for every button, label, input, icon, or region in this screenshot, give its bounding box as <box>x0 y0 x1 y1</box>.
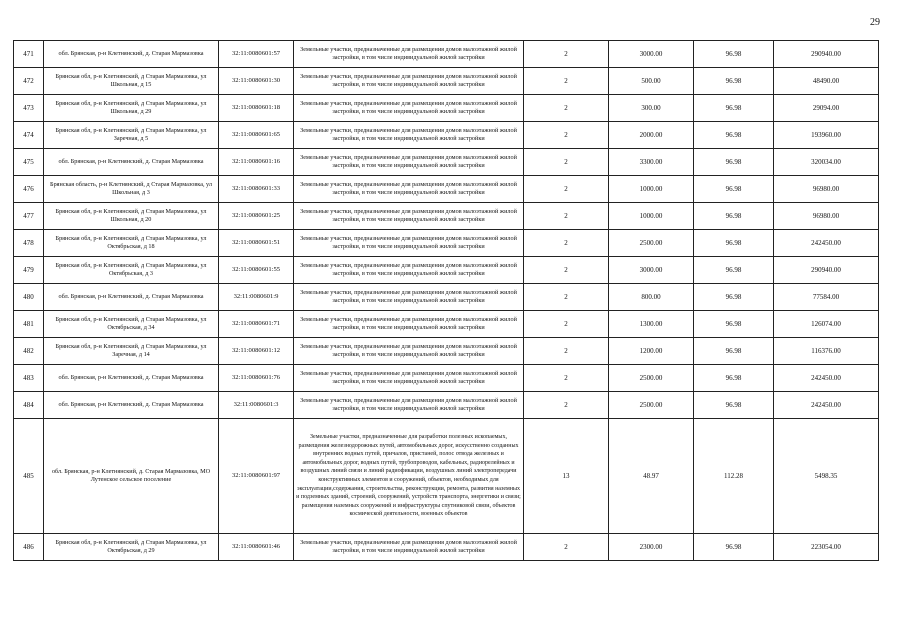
row-number: 482 <box>14 338 44 365</box>
land-registry-table <box>13 40 879 561</box>
row-number: 485 <box>14 419 44 534</box>
rate-cell: 96.98 <box>694 149 774 176</box>
cadastral-value-cell: 48490.00 <box>774 68 879 95</box>
category-cell: 2 <box>524 284 609 311</box>
rate-cell: 96.98 <box>694 230 774 257</box>
cadastral-value-cell: 126074.00 <box>774 311 879 338</box>
cadastral-value-cell: 96980.00 <box>774 176 879 203</box>
rate-cell: 96.98 <box>694 311 774 338</box>
address-cell: обл. Брянская, р-н Клетнянский, д. Старая Мармазовка <box>44 149 219 176</box>
category-cell: 2 <box>524 230 609 257</box>
address-cell: Брянская обл, р-н Клетнянский, д Старая Мармазовка, ул Заречная, д 14 <box>44 338 219 365</box>
cadastral-value-cell: 320034.00 <box>774 149 879 176</box>
cadastral-value-cell: 29094.00 <box>774 95 879 122</box>
table-row <box>14 257 879 284</box>
cadastral-number-cell: 32:11:0080601:16 <box>219 149 294 176</box>
area-cell: 3000.00 <box>609 41 694 68</box>
rate-cell: 96.98 <box>694 365 774 392</box>
registry-body <box>14 41 879 561</box>
row-number: 484 <box>14 392 44 419</box>
cadastral-number-cell: 32:11:0080601:33 <box>219 176 294 203</box>
row-number: 477 <box>14 203 44 230</box>
address-cell: обл. Брянская, р-н Клетнянский, д. Старая Мармазовка <box>44 41 219 68</box>
rate-cell: 96.98 <box>694 534 774 561</box>
permitted-use-cell: Земельные участки, предназначенные для размещения домов малоэтажной жилой застройки, в том числе индивидуальной жилой застройки <box>294 392 524 419</box>
permitted-use-cell: Земельные участки, предназначенные для размещения домов малоэтажной жилой застройки, в том числе индивидуальной жилой застройки <box>294 365 524 392</box>
address-cell: обл. Брянская, р-н Клетнянский, д. Старая Мармазовка, МО Лутенское сельское поселение <box>44 419 219 534</box>
table-row <box>14 311 879 338</box>
table-row <box>14 365 879 392</box>
row-number: 471 <box>14 41 44 68</box>
row-number: 476 <box>14 176 44 203</box>
cadastral-number-cell: 32:11:0080601:3 <box>219 392 294 419</box>
area-cell: 48.97 <box>609 419 694 534</box>
category-cell: 2 <box>524 365 609 392</box>
cadastral-number-cell: 32:11:0080601:65 <box>219 122 294 149</box>
permitted-use-cell: Земельные участки, предназначенные для разработки полезных ископаемых, размещения железнодорожных путей, автомобильных дорог, искусственно созданных внутренних водных путей, причалов, пристаней, полос отвода железных и автомобильных дорог, водных путей, трубопроводов, кабельных, радиорелейных и воздушных линий связи и линий радиофикации, воздушных линий электропередачи конструктивных элементов и сооружений, объектов, необходимых для эксплуатации,содержания, строительства, реконструкции, ремонта, развития наземных и подземных зданий, строений, сооружений, устройств транспорта, энергетики и связи; размещения наземных сооружений и инфраструктуры спутниковой связи, объектов космической деятельности, военных объектов <box>294 419 524 534</box>
rate-cell: 112.28 <box>694 419 774 534</box>
permitted-use-cell: Земельные участки, предназначенные для размещения домов малоэтажной жилой застройки, в том числе индивидуальной жилой застройки <box>294 230 524 257</box>
area-cell: 300.00 <box>609 95 694 122</box>
table-row <box>14 284 879 311</box>
table-row <box>14 392 879 419</box>
category-cell: 2 <box>524 149 609 176</box>
cadastral-value-cell: 242450.00 <box>774 392 879 419</box>
address-cell: обл. Брянская, р-н Клетнянский, д. Старая Мармазовка <box>44 284 219 311</box>
table-row <box>14 534 879 561</box>
category-cell: 2 <box>524 392 609 419</box>
category-cell: 2 <box>524 338 609 365</box>
area-cell: 2300.00 <box>609 534 694 561</box>
address-cell: Брянская обл, р-н Клетнянский, д Старая Мармазовка, ул Октябрьская, д 29 <box>44 534 219 561</box>
category-cell: 2 <box>524 311 609 338</box>
table-row <box>14 149 879 176</box>
rate-cell: 96.98 <box>694 284 774 311</box>
cadastral-number-cell: 32:11:0080601:25 <box>219 203 294 230</box>
permitted-use-cell: Земельные участки, предназначенные для размещения домов малоэтажной жилой застройки, в том числе индивидуальной жилой застройки <box>294 311 524 338</box>
rate-cell: 96.98 <box>694 176 774 203</box>
rate-cell: 96.98 <box>694 41 774 68</box>
cadastral-number-cell: 32:11:0080601:57 <box>219 41 294 68</box>
cadastral-number-cell: 32:11:0080601:97 <box>219 419 294 534</box>
area-cell: 1000.00 <box>609 203 694 230</box>
rate-cell: 96.98 <box>694 203 774 230</box>
category-cell: 2 <box>524 95 609 122</box>
address-cell: Брянская обл, р-н Клетнянский, д Старая Мармазовка, ул Школьная, д 20 <box>44 203 219 230</box>
table-row <box>14 419 879 534</box>
permitted-use-cell: Земельные участки, предназначенные для размещения домов малоэтажной жилой застройки, в том числе индивидуальной жилой застройки <box>294 68 524 95</box>
area-cell: 1000.00 <box>609 176 694 203</box>
address-cell: обл. Брянская, р-н Клетнянский, д. Старая Мармазовка <box>44 365 219 392</box>
cadastral-number-cell: 32:11:0080601:18 <box>219 95 294 122</box>
rate-cell: 96.98 <box>694 95 774 122</box>
permitted-use-cell: Земельные участки, предназначенные для размещения домов малоэтажной жилой застройки, в том числе индивидуальной жилой застройки <box>294 203 524 230</box>
row-number: 474 <box>14 122 44 149</box>
permitted-use-cell: Земельные участки, предназначенные для размещения домов малоэтажной жилой застройки, в том числе индивидуальной жилой застройки <box>294 284 524 311</box>
permitted-use-cell: Земельные участки, предназначенные для размещения домов малоэтажной жилой застройки, в том числе индивидуальной жилой застройки <box>294 41 524 68</box>
cadastral-value-cell: 290940.00 <box>774 257 879 284</box>
cadastral-value-cell: 242450.00 <box>774 365 879 392</box>
table-row <box>14 41 879 68</box>
row-number: 486 <box>14 534 44 561</box>
category-cell: 2 <box>524 68 609 95</box>
cadastral-number-cell: 32:11:0080601:12 <box>219 338 294 365</box>
permitted-use-cell: Земельные участки, предназначенные для размещения домов малоэтажной жилой застройки, в том числе индивидуальной жилой застройки <box>294 338 524 365</box>
cadastral-number-cell: 32:11:0080601:30 <box>219 68 294 95</box>
cadastral-number-cell: 32:11:0080601:46 <box>219 534 294 561</box>
category-cell: 2 <box>524 203 609 230</box>
row-number: 481 <box>14 311 44 338</box>
row-number: 475 <box>14 149 44 176</box>
cadastral-number-cell: 32:11:0080601:76 <box>219 365 294 392</box>
address-cell: Брянская обл, р-н Клетнянский, д Старая Мармазовка, ул Октябрьская, д 18 <box>44 230 219 257</box>
category-cell: 2 <box>524 257 609 284</box>
cadastral-number-cell: 32:11:0080601:71 <box>219 311 294 338</box>
page-number: 29 <box>870 17 880 28</box>
permitted-use-cell: Земельные участки, предназначенные для размещения домов малоэтажной жилой застройки, в том числе индивидуальной жилой застройки <box>294 149 524 176</box>
table-row <box>14 95 879 122</box>
address-cell: Брянская обл, р-н Клетнянский, д Старая Мармазовка, ул Школьная, д 15 <box>44 68 219 95</box>
category-cell: 2 <box>524 41 609 68</box>
cadastral-value-cell: 96980.00 <box>774 203 879 230</box>
table-row <box>14 338 879 365</box>
area-cell: 2500.00 <box>609 392 694 419</box>
permitted-use-cell: Земельные участки, предназначенные для размещения домов малоэтажной жилой застройки, в том числе индивидуальной жилой застройки <box>294 176 524 203</box>
area-cell: 2500.00 <box>609 230 694 257</box>
row-number: 478 <box>14 230 44 257</box>
permitted-use-cell: Земельные участки, предназначенные для размещения домов малоэтажной жилой застройки, в том числе индивидуальной жилой застройки <box>294 534 524 561</box>
category-cell: 2 <box>524 176 609 203</box>
row-number: 473 <box>14 95 44 122</box>
address-cell: Брянская обл, р-н Клетнянский, д Старая Мармазовка, ул Школьная, д 29 <box>44 95 219 122</box>
rate-cell: 96.98 <box>694 392 774 419</box>
area-cell: 3000.00 <box>609 257 694 284</box>
address-cell: Брянская обл, р-н Клетнянский, д Старая Мармазовка, ул Заречная, д 5 <box>44 122 219 149</box>
area-cell: 800.00 <box>609 284 694 311</box>
address-cell: Брянская обл, р-н Клетнянский, д Старая Мармазовка, ул Октябрьская, д 3 <box>44 257 219 284</box>
cadastral-number-cell: 32:11:0080601:51 <box>219 230 294 257</box>
row-number: 480 <box>14 284 44 311</box>
category-cell: 13 <box>524 419 609 534</box>
table-row <box>14 176 879 203</box>
table-row <box>14 230 879 257</box>
permitted-use-cell: Земельные участки, предназначенные для размещения домов малоэтажной жилой застройки, в том числе индивидуальной жилой застройки <box>294 95 524 122</box>
permitted-use-cell: Земельные участки, предназначенные для размещения домов малоэтажной жилой застройки, в том числе индивидуальной жилой застройки <box>294 122 524 149</box>
cadastral-value-cell: 77584.00 <box>774 284 879 311</box>
cadastral-value-cell: 242450.00 <box>774 230 879 257</box>
cadastral-value-cell: 116376.00 <box>774 338 879 365</box>
area-cell: 1300.00 <box>609 311 694 338</box>
address-cell: Брянская область, р-н Клетнянский, д Старая Мармазовка, ул Школьная, д 3 <box>44 176 219 203</box>
cadastral-value-cell: 193960.00 <box>774 122 879 149</box>
table-row <box>14 122 879 149</box>
rate-cell: 96.98 <box>694 338 774 365</box>
area-cell: 3300.00 <box>609 149 694 176</box>
area-cell: 2000.00 <box>609 122 694 149</box>
permitted-use-cell: Земельные участки, предназначенные для размещения домов малоэтажной жилой застройки, в том числе индивидуальной жилой застройки <box>294 257 524 284</box>
category-cell: 2 <box>524 122 609 149</box>
category-cell: 2 <box>524 534 609 561</box>
row-number: 472 <box>14 68 44 95</box>
address-cell: Брянская обл, р-н Клетнянский, д Старая Мармазовка, ул Октябрьская, д 34 <box>44 311 219 338</box>
table-row <box>14 68 879 95</box>
row-number: 479 <box>14 257 44 284</box>
cadastral-number-cell: 32:11:0080601:55 <box>219 257 294 284</box>
cadastral-number-cell: 32:11:0080601:9 <box>219 284 294 311</box>
rate-cell: 96.98 <box>694 257 774 284</box>
cadastral-value-cell: 290940.00 <box>774 41 879 68</box>
rate-cell: 96.98 <box>694 122 774 149</box>
area-cell: 500.00 <box>609 68 694 95</box>
address-cell: обл. Брянская, р-н Клетнянский, д. Старая Мармазовка <box>44 392 219 419</box>
table-row <box>14 203 879 230</box>
cadastral-value-cell: 223054.00 <box>774 534 879 561</box>
cadastral-value-cell: 5498.35 <box>774 419 879 534</box>
row-number: 483 <box>14 365 44 392</box>
area-cell: 2500.00 <box>609 365 694 392</box>
rate-cell: 96.98 <box>694 68 774 95</box>
area-cell: 1200.00 <box>609 338 694 365</box>
